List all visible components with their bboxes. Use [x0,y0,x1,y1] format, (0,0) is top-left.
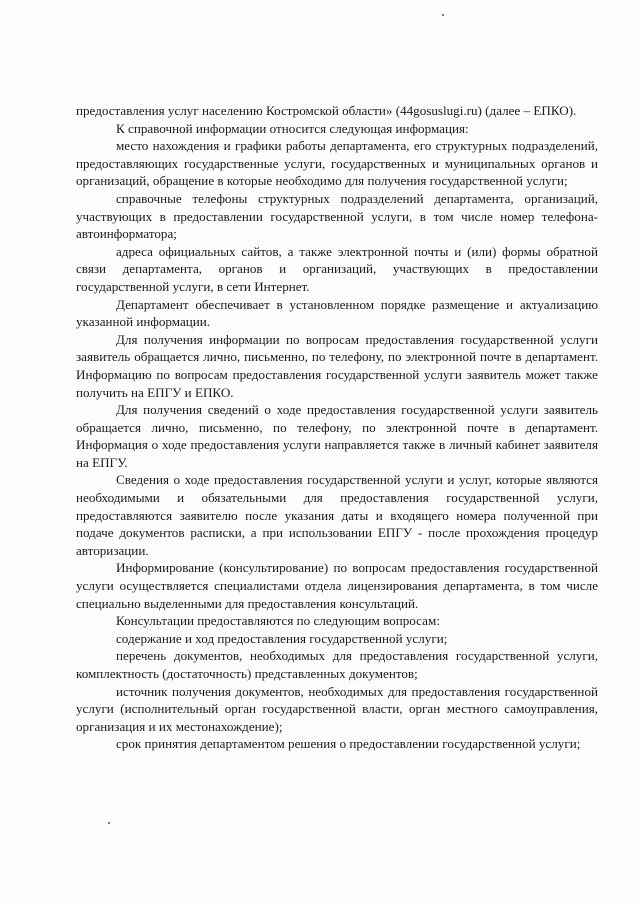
paragraph-topic-documents: перечень документов, необходимых для предоставления государственной услуги, комплектность (достаточность) представленных документов; [76,648,598,681]
paragraph-department-publishing: Департамент обеспечивает в установленном порядке размещение и актуализацию указанной информации. [76,296,598,330]
paragraph-status-info: Для получения сведений о ходе предоставления государственной услуги заявитель обращается лично, письменно, по телефону, по электронной почте в департамент. Информация о ходе предоставления услуги направляется также в личный кабинет заявителя на ЕПГУ. [76,402,598,470]
paragraph-continuation: предоставления услуг населению Костромской области» (44gosuslugi.ru) (далее – ЕПКО). [76,103,577,118]
paragraph-reference-info-intro: К справочной информации относится следующая информация: [116,120,469,136]
scan-speck [442,14,444,16]
paragraph-status-details: Сведения о ходе предоставления государственной услуги и услуг, которые являются необходимыми и обязательными для предоставления государственной услуги, предоставляются заявителю после указания даты и входящего номера полученной при подаче документов расписки, а при использовании ЕПГУ - после прохождения процедур авторизации. [76,472,598,558]
paragraph-consultation-topics: Консультации предоставляются по следующим вопросам: [116,613,440,629]
paragraph-websites: адреса официальных сайтов, а также электронной почты и (или) формы обратной связи департамента, органов и организаций, участвующих в предоставлении государственной услуги, в сети Интернет. [76,243,598,294]
paragraph-topic-deadline: срок принятия департаментом решения о предоставлении государственной услуги; [116,736,581,752]
scan-speck [108,822,110,824]
paragraph-phones: справочные телефоны структурных подразделений департамента, организаций, участвующих в предоставлении государственной услуги, в том числе номер телефона-автоинформатора; [76,190,598,242]
document-body [76,102,598,753]
paragraph-how-to-get-info: Для получения информации по вопросам предоставления государственной услуги заявитель обращается лично, письменно, по телефону, по электронной почте в департамент. Информацию по вопросам предоставления государственной услуги заявитель может также получить на ЕПГУ и ЕПКО. [76,331,598,400]
paragraph-consulting: Информирование (консультирование) по вопросам предоставления государственной услуги осуществляется специалистами отдела лицензирования департамента, в том числе специально выделенными для предоставления консультаций. [76,560,598,611]
paragraph-topic-sources: источник получения документов, необходимых для предоставления государственной услуги (исполнительный орган государственной власти, орган местного самоуправления, организация и их местонахождение); [76,683,598,734]
paragraph-topic-content: содержание и ход предоставления государственной услуги; [116,630,448,646]
paragraph-location-schedule: место нахождения и графики работы департамента, его структурных подразделений, предоставляющих государственные услуги, государственных и муниципальных органов и организаций, обращение в которые необходимо для получения государственной услуги; [76,138,598,189]
